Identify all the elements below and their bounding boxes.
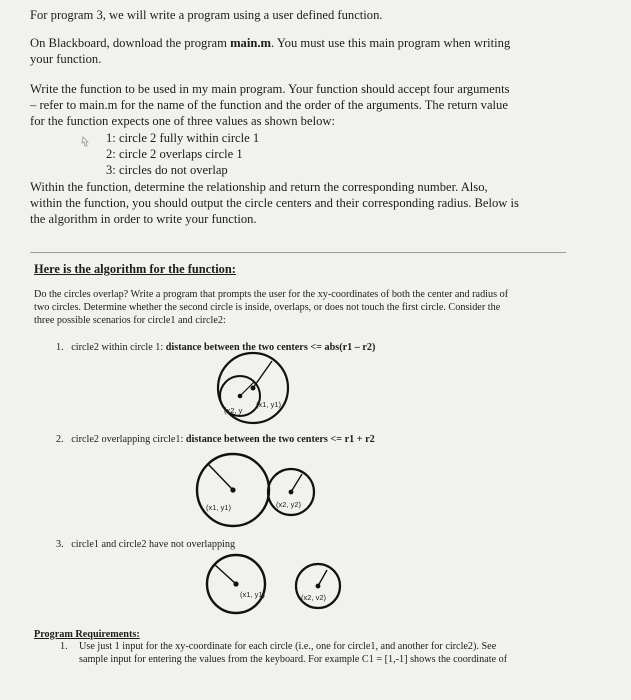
overlap-para-line-2: two circles. Determine whether the second circle is inside, overlaps, or does not touch the first circle. Consider the — [34, 302, 501, 313]
label-c1-center-2: (x1, y1) — [206, 503, 232, 512]
write-para-line-3: for the function expects one of three values as shown below: — [30, 114, 335, 128]
scenario-3: 3. circle1 and circle2 have not overlapping — [56, 539, 236, 550]
overlap-para-line-1: Do the circles overlap? Write a program that prompts the user for the xy-coordinates of both the center and radius of — [34, 289, 509, 300]
diagram-circle2-within-circle1 — [210, 356, 300, 426]
label-c1-center-3: (x1, y1) — [240, 590, 266, 599]
scenario-2: 2. circle2 overlapping circle1: distance between the two centers <= r1 + r2 — [56, 434, 375, 445]
label-c2-center-2: (x2, y2) — [276, 500, 302, 509]
label-c2-center: (x2, y — [224, 406, 243, 415]
algorithm-heading: Here is the algorithm for the function: — [34, 262, 236, 276]
requirement-1-num: 1. — [60, 641, 68, 652]
label-c1-center: (x1, y1) — [256, 400, 282, 409]
section-divider — [30, 252, 566, 253]
intro-text: For program 3, we will write a program using a user defined function. — [30, 8, 383, 22]
requirement-1-line-2: sample input for entering the values from the keyboard. For example C1 = [1,-1] shows the coordinate of — [79, 654, 508, 665]
diagram-non-overlapping-circles — [200, 550, 350, 620]
cursor-icon — [82, 136, 96, 148]
main-file-name: main.m — [230, 36, 271, 50]
overlap-para-line-3: three possible scenarios for circle1 and circle2: — [34, 315, 226, 326]
within-para-line-3: the algorithm in order to write your function. — [30, 212, 257, 226]
label-c2-center-3: (x2, v2) — [301, 593, 327, 602]
blackboard-line-2: your function. — [30, 52, 102, 66]
return-value-3: 3: circles do not overlap — [106, 163, 228, 177]
within-para-line-1: Within the function, determine the relationship and return the corresponding number. Also, — [30, 180, 488, 194]
return-value-1: 1: circle 2 fully within circle 1 — [106, 131, 260, 145]
within-para-line-2: within the function, you should output the circle centers and their corresponding radius. Below is — [30, 196, 519, 210]
write-para-line-2: – refer to main.m for the name of the function and the order of the arguments. The return value — [30, 98, 508, 112]
requirement-1-line-1: Use just 1 input for the xy-coordinate for each circle (i.e., one for circle1, and another for circle2). See — [79, 641, 497, 652]
diagram-overlapping-circles — [190, 452, 320, 532]
scenario-1: 1. circle2 within circle 1: distance between the two centers <= abs(r1 – r2) — [56, 342, 376, 353]
requirements-heading: Program Requirements: — [34, 629, 140, 640]
blackboard-line-1: On Blackboard, download the program main.m. You must use this main program when writing — [30, 36, 511, 50]
write-para-line-1: Write the function to be used in my main program. Your function should accept four arguments — [30, 82, 510, 96]
return-value-2: 2: circle 2 overlaps circle 1 — [106, 147, 243, 161]
